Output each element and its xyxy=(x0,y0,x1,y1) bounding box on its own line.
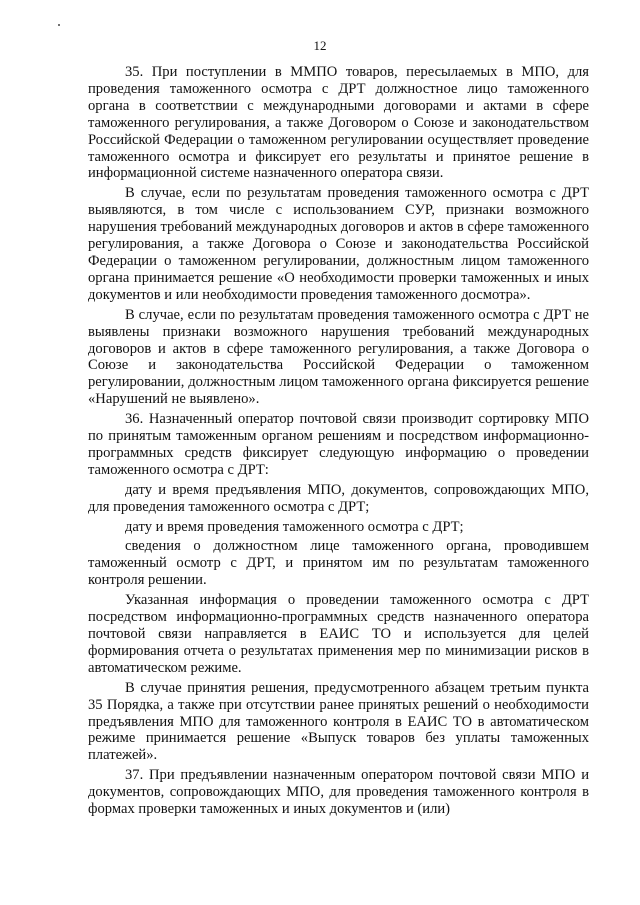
list-item-inspection-date: дату и время проведения таможенного осмотра с ДРТ; xyxy=(125,518,464,535)
paragraph-37-intro: 37. При предъявлении назначенным оператором почтовой связи МПО и документов, сопровождающих МПО, для проведения таможенного контроля в формах проверки таможенных и иных документов и (или) xyxy=(88,767,589,818)
page-number: 12 xyxy=(313,38,327,53)
list-item-presentation-date: дату и время предъявления МПО, документов, сопровождающих МПО, для проведения таможенного осмотра с ДРТ; xyxy=(88,481,589,515)
paragraph-violation-found: В случае, если по результатам проведения таможенного осмотра с ДРТ выявляются, в том числе с использованием СУР, признаки возможного нарушения требований международных договоров и актов в сфере таможенного регулирования, а также Договора о Союзе и законодательства Российской Федерации о таможенном регулировании, должностным лицом таможенного органа принимается решение «О необходимости проверки таможенных и иных документов и или необходимости проведения таможенного досмотра». xyxy=(88,185,589,303)
paragraph-36-intro: 36. Назначенный оператор почтовой связи производит сортировку МПО по принятым таможенным органом решениям и посредством информационно-программных средств фиксирует следующую информацию о проведении таможенного осмотра с ДРТ: xyxy=(88,411,589,478)
paragraph-release-decision: В случае принятия решения, предусмотренного абзацем третьим пункта 35 Порядка, а также при отсутствии ранее принятых решений о необходимости предъявления МПО для таможенного контроля в ЕАИС ТО в автоматическом режиме принимается решение «Выпуск товаров без уплаты таможенных платежей». xyxy=(88,679,589,764)
list-item-official-info: сведения о должностном лице таможенного органа, проводившем таможенный осмотр с ДРТ, и принятом им по результатам таможенного контроля решении. xyxy=(88,538,589,589)
paragraph-info-transfer: Указанная информация о проведении таможенного осмотра с ДРТ посредством информационно-программных средств назначенного оператора почтовой связи направляется в ЕАИС ТО и используется для целей формирования отчета о результатах применения мер по минимизации рисков в автоматическом режиме. xyxy=(88,592,589,676)
scan-speck xyxy=(58,24,60,26)
document-body xyxy=(88,64,589,818)
paragraph-35-intro: 35. При поступлении в ММПО товаров, пересылаемых в МПО, для проведения таможенного осмотра с ДРТ должностное лицо таможенного органа в соответствии с международными договорами и актами в сфере таможенного регулирования, а также Договором о Союзе и законодательством Российской Федерации о таможенном регулировании осуществляет проведение таможенного осмотра и фиксирует его результаты и принятое решение в информационной системе назначенного оператора связи. xyxy=(88,64,589,182)
paragraph-no-violation: В случае, если по результатам проведения таможенного осмотра с ДРТ не выявлены признаки возможного нарушения требований международных договоров и актов в сфере таможенного регулирования, а также Договора о Союзе и законодательства Российской Федерации о таможенном регулировании, должностным лицом таможенного органа фиксируется решение «Нарушений не выявлено». xyxy=(88,306,589,408)
